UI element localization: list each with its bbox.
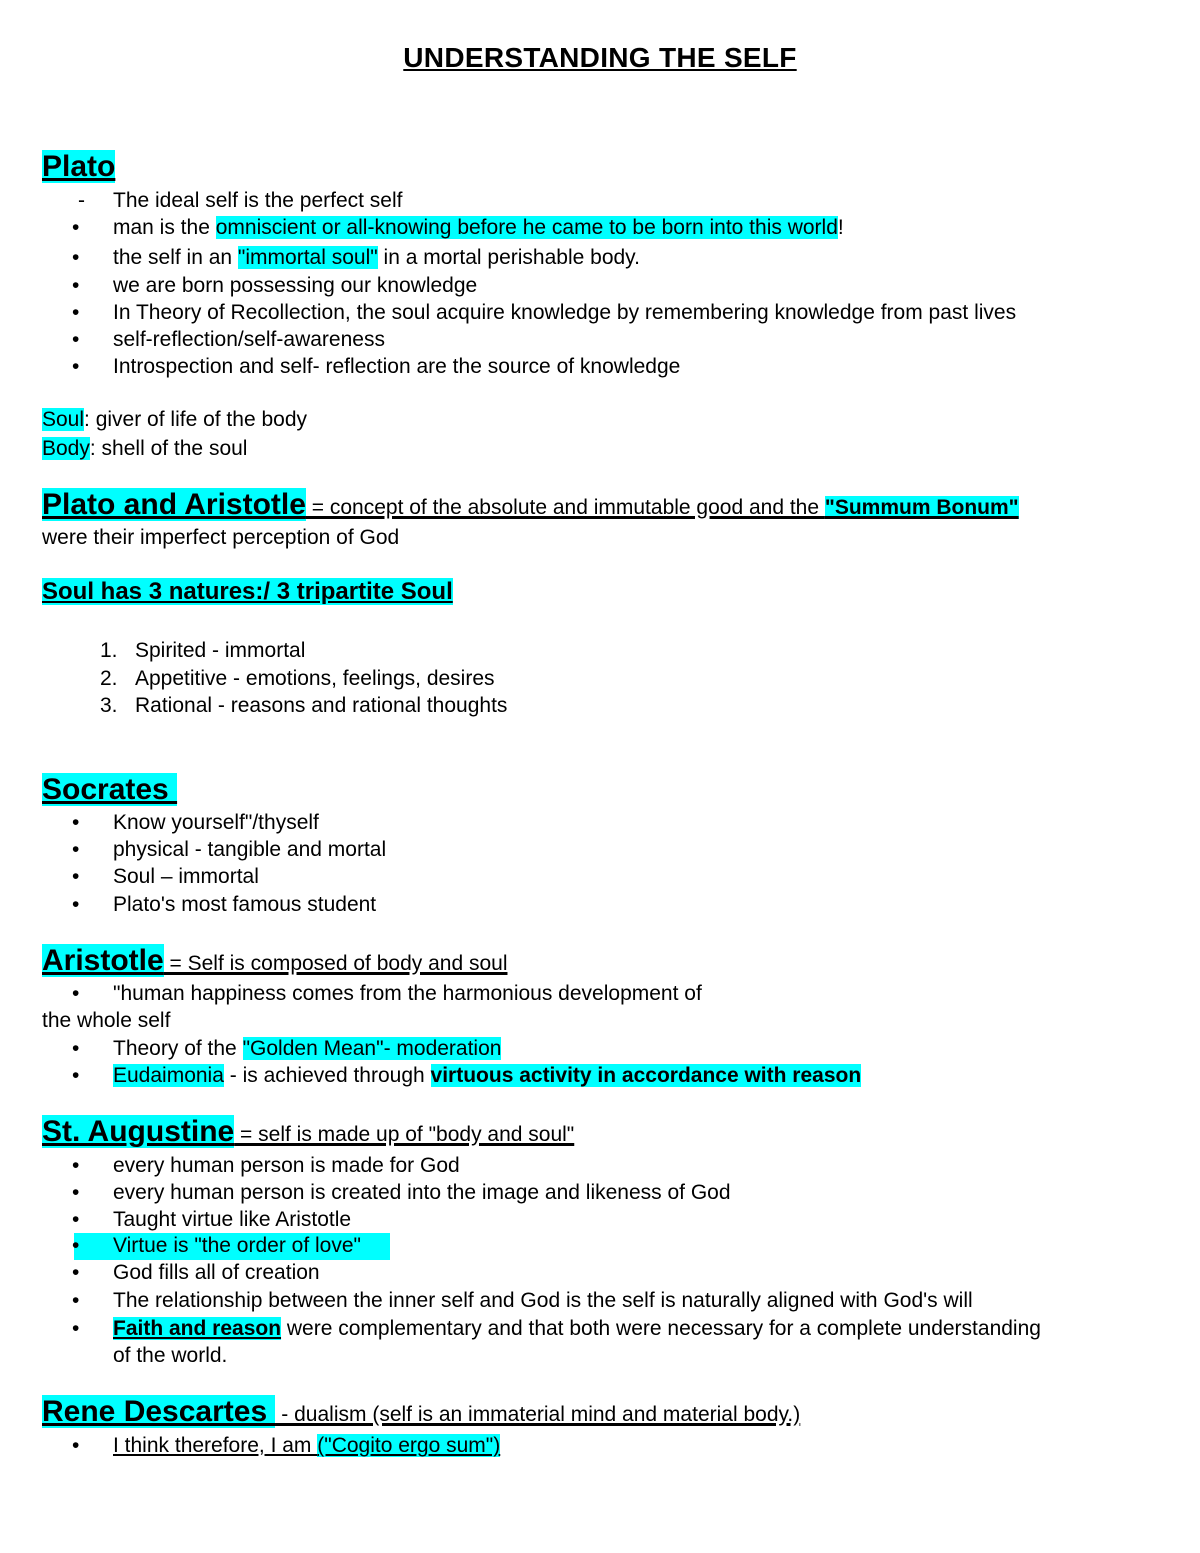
list-number: 3. (100, 694, 118, 717)
list-number: 1. (100, 639, 118, 662)
bullet-icon: • (72, 865, 80, 888)
aristotle-item-1-cont: the whole self (42, 1009, 171, 1032)
heading-augustine: St. Augustine = self is made up of "body and soul" (42, 1115, 575, 1148)
heading-plato: Plato (42, 150, 116, 183)
soul-nature-item: Spirited - immortal (135, 639, 306, 662)
augustine-item-highlighted: • Virtue is "the order of love" (74, 1233, 390, 1260)
bullet-icon: • (72, 301, 80, 324)
dash-marker: - (78, 189, 85, 212)
plato-item-4: we are born possessing our knowledge (113, 274, 478, 297)
body-definition: Body: shell of the soul (42, 437, 248, 460)
bullet-icon: • (72, 811, 80, 834)
bullet-icon: • (72, 1064, 80, 1087)
heading-plato-aristotle: Plato and Aristotle = concept of the absolute and immutable good and the "Summum Bonum" (42, 488, 1019, 521)
aristotle-item-2: Theory of the "Golden Mean"- moderation (113, 1037, 502, 1060)
list-number: 2. (100, 667, 118, 690)
plato-item-5: In Theory of Recollection, the soul acquire knowledge by remembering knowledge from past lives (113, 301, 1017, 324)
augustine-item: every human person is made for God (113, 1154, 460, 1177)
bullet-icon: • (72, 838, 80, 861)
bullet-icon: • (72, 893, 80, 916)
bullet-icon: • (72, 1154, 80, 1177)
socrates-item: physical - tangible and mortal (113, 838, 387, 861)
bullet-icon: • (72, 1434, 80, 1457)
augustine-item: The relationship between the inner self and God is the self is naturally aligned with God's will (113, 1289, 973, 1312)
bullet-icon: • (72, 1208, 80, 1231)
bullet-icon: • (72, 1261, 80, 1284)
plato-item-1: The ideal self is the perfect self (113, 189, 403, 212)
heading-descartes: Rene Descartes - dualism (self is an immaterial mind and material body.) (42, 1395, 801, 1428)
augustine-faith-item: Faith and reason were complementary and that both were necessary for a complete understanding (113, 1317, 1041, 1340)
augustine-faith-cont: of the world. (113, 1344, 228, 1367)
plato-item-2: man is the omniscient or all-knowing before he came to be born into this world! (113, 216, 844, 239)
soul-definition: Soul: giver of life of the body (42, 408, 307, 431)
bullet-icon: • (72, 1181, 80, 1204)
heading-aristotle: Aristotle = Self is composed of body and soul (42, 944, 508, 977)
plato-item-7: Introspection and self- reflection are the source of knowledge (113, 355, 681, 378)
socrates-item: Know yourself"/thyself (113, 811, 319, 834)
aristotle-item-3: Eudaimonia - is achieved through virtuous activity in accordance with reason (113, 1064, 862, 1087)
bullet-icon: • (72, 355, 80, 378)
page-title: UNDERSTANDING THE SELF (403, 42, 797, 73)
bullet-icon: • (72, 1234, 80, 1257)
augustine-item: Taught virtue like Aristotle (113, 1208, 352, 1231)
socrates-item: Plato's most famous student (113, 893, 377, 916)
plato-item-6: self-reflection/self-awareness (113, 328, 385, 351)
soul-nature-item: Rational - reasons and rational thoughts (135, 694, 508, 717)
bullet-icon: • (72, 1317, 80, 1340)
bullet-icon: • (72, 246, 80, 269)
heading-socrates: Socrates (42, 773, 178, 806)
socrates-item: Soul – immortal (113, 865, 259, 888)
heading-soul-natures: Soul has 3 natures:/ 3 tripartite Soul (42, 578, 453, 605)
plato-aristotle-cont: were their imperfect perception of God (42, 526, 400, 549)
bullet-icon: • (72, 216, 80, 239)
descartes-item: I think therefore, I am ("Cogito ergo sum") (113, 1434, 501, 1457)
soul-nature-item: Appetitive - emotions, feelings, desires (135, 667, 495, 690)
bullet-icon: • (72, 1289, 80, 1312)
augustine-item: every human person is created into the image and likeness of God (113, 1181, 731, 1204)
aristotle-item-1: "human happiness comes from the harmonious development of (113, 982, 702, 1005)
augustine-item: God fills all of creation (113, 1261, 320, 1284)
plato-item-3: the self in an "immortal soul" in a mortal perishable body. (113, 246, 640, 269)
bullet-icon: • (72, 1037, 80, 1060)
bullet-icon: • (72, 274, 80, 297)
bullet-icon: • (72, 982, 80, 1005)
bullet-icon: • (72, 328, 80, 351)
